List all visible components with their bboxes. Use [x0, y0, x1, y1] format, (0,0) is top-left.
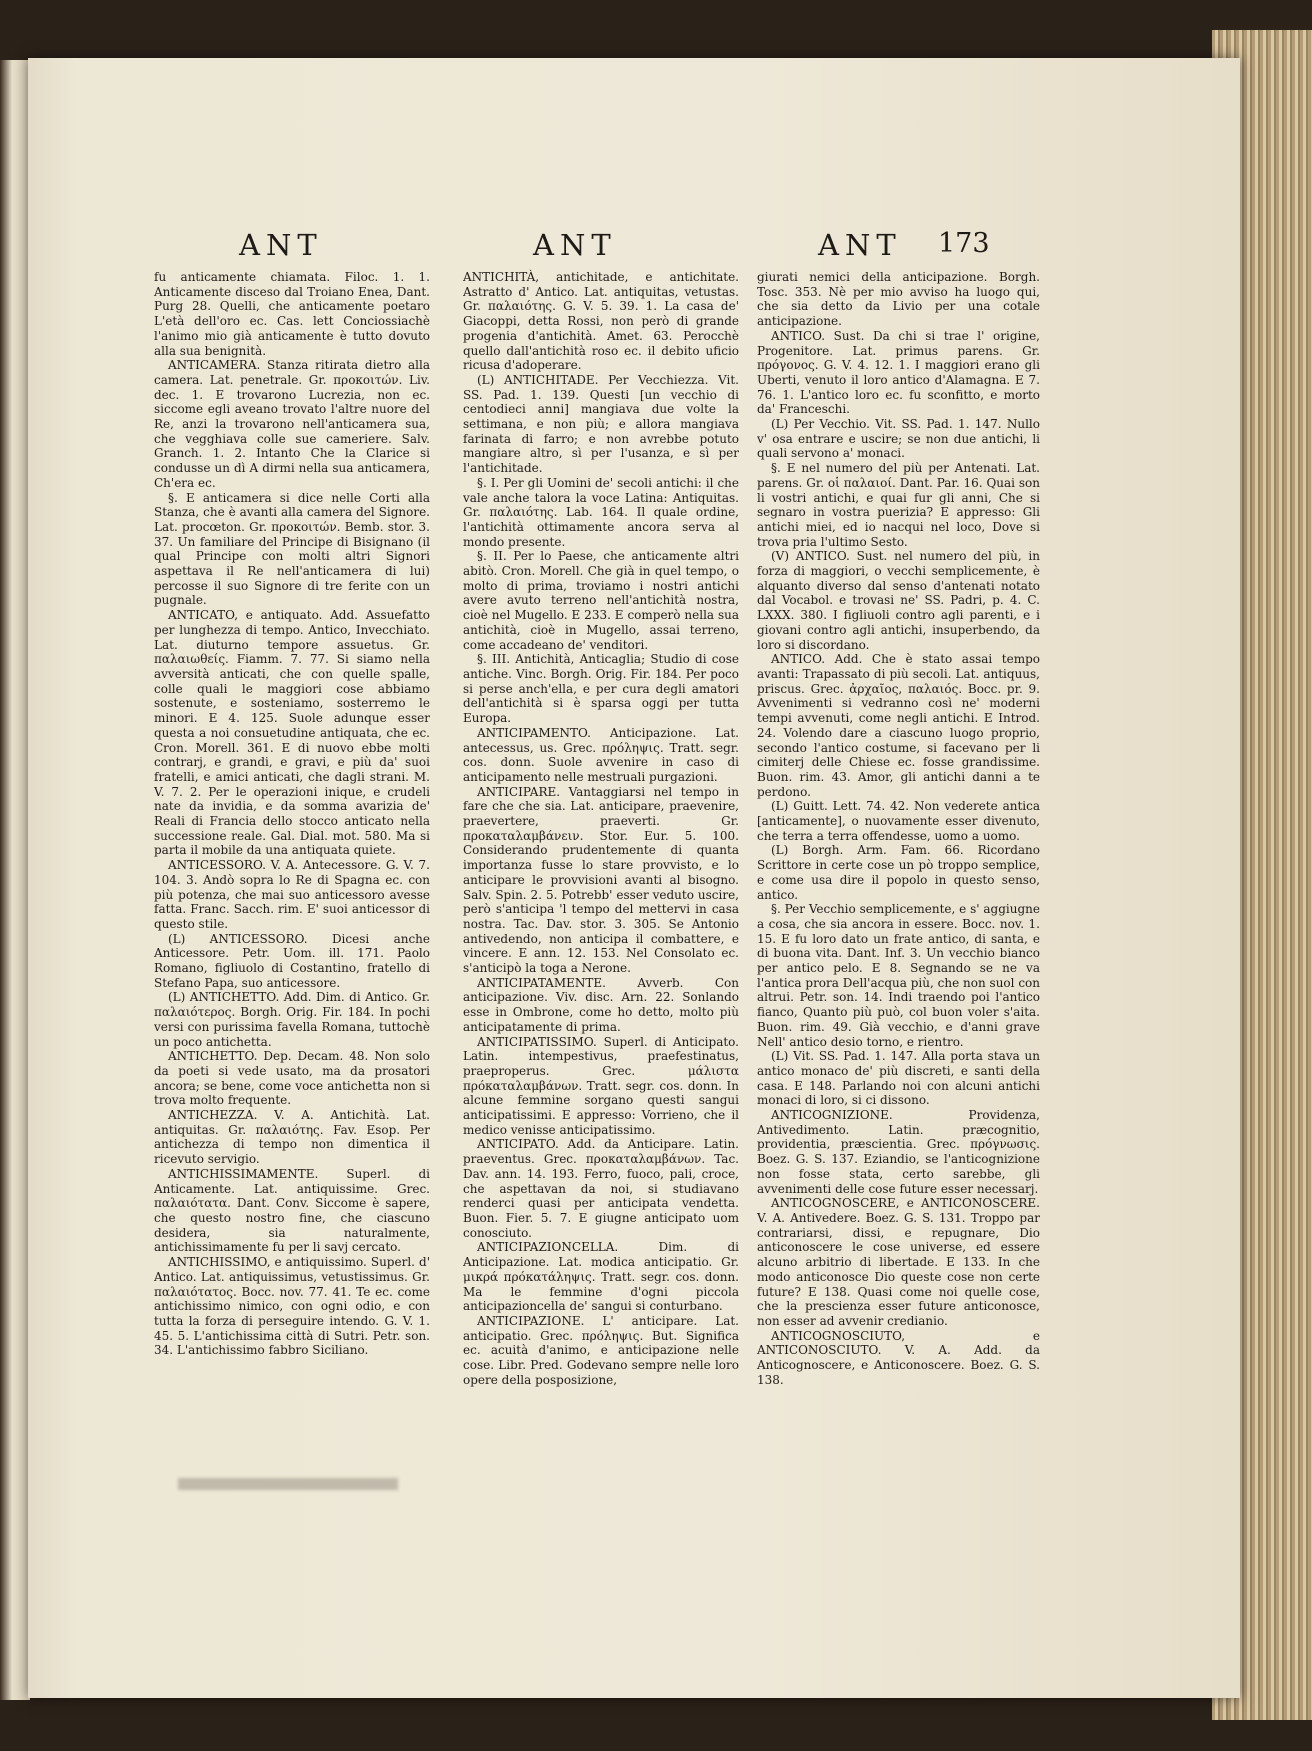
dictionary-entry: ANTICHEZZA. V. A. Antichità. Lat. antiquitas. Gr. παλαιότης. Fav. Esop. Per antichezza di tempo non dimentica il ricevuto servigio. — [154, 1108, 430, 1167]
dictionary-entry: §. E nel numero del più per Antenati. Lat. parens. Gr. οἱ παλαιοί. Dant. Par. 16. Quai son li vostri antichi, e quai fur gli anni, Che si segnaro in vostra puerizia? E appresso: Gli antichi miei, ed io nacqui nel loco, Dove si trova pria l'ultimo Sesto. — [757, 461, 1040, 549]
dictionary-entry: (V) ANTICO. Sust. nel numero del più, in forza di maggiori, o vecchi semplicemente, è alquanto diverso dal senso d'antenati notato dal Vocabol. e trovasi ne' SS. Padri, p. 4. C. LXXX. 380. I figliuoli contro agli parenti, e i giovani contro agli antichi, insuperbendo, da loro si discordano. — [757, 549, 1040, 652]
dictionary-entry: ANTICHISSIMAMENTE. Superl. di Anticamente. Lat. antiquissime. Grec. παλαιότατα. Dant. Conv. Siccome è sapere, che questo nostro fine, che ciascuno desidera, sia naturalmente, antichissimamente fu per li savj cercato. — [154, 1166, 430, 1255]
dictionary-entry: ANTICIPATAMENTE. Avverb. Con anticipazione. Viv. disc. Arn. 22. Sonlando esse in Ombrone, come ho detto, molto più anticipatamente di prima. — [463, 975, 739, 1034]
dictionary-entry: ANTICIPARE. Vantaggiarsi nel tempo in fare che che sia. Lat. anticipare, praevenire, praevertere, praeverti. Gr. προκαταλαμβάνειν. Stor. Eur. 5. 100. Considerando prudentemente di quanta importanza fusse lo stare provvisto, e lo anticipare le provvisioni avanti al bisogno. Salv. Spin. 2. 5. Potrebb' esser veduto uscire, però s'anticipa 'l tempo del mettervi in casa nostra. Tac. Dav. stor. 3. 305. Se Antonio antivedendo, non anticipa il combattere, e vincere. E ann. 12. 153. Nel Consolato ec. s'anticipò la toga a Nerone. — [463, 784, 739, 976]
dictionary-entry: (L) Borgh. Arm. Fam. 66. Ricordano Scrittore in certe cose un pò troppo semplice, e come usa dire il popolo in questo senso, antico. — [757, 843, 1040, 902]
running-head-right: ANT — [818, 228, 902, 262]
dictionary-entry: (L) Guitt. Lett. 74. 42. Non vederete antica [anticamente], o nuovamente esser divenuto, che terra a terra offendesse, uomo a uomo. — [757, 799, 1040, 843]
dictionary-entry: ANTICIPATISSIMO. Superl. di Anticipato. Latin. intempestivus, praefestinatus, praeproperus. Grec. μάλιστα πρόκαταλαμβάνων. Tratt. segr. cos. donn. In alcune femmine sorgano questi sangui anticipatissimi. E appresso: Vorrieno, che il medico venisse anticipatissimo. — [463, 1034, 739, 1137]
book-gutter-left — [0, 60, 30, 1700]
dictionary-entry: §. Per Vecchio semplicemente, e s' aggiugne a cosa, che sia ancora in essere. Bocc. nov. 1. 15. E fu loro dato un frate antico, di santa, e di buona vita. Dant. Inf. 3. Un vecchio bianco per antico pelo. E 8. Segnando se ne va l'antica prora Dell'acqua più, che non suol con altrui. Petr. son. 14. Indi traendo poi l'antico fianco, Quanto più può, col buon voler s'aita. Buon. rim. 49. Già vecchio, e d'anni grave Nell' antico desio torno, e rientro. — [757, 902, 1040, 1049]
dictionary-entry: (L) ANTICESSORO. Dicesi anche Anticessore. Petr. Uom. ill. 171. Paolo Romano, figliuolo di Costantino, fratello di Stefano Papa, suo anticessore. — [154, 931, 430, 990]
ink-smudge — [178, 1478, 398, 1490]
dictionary-entry: ANTICHISSIMO, e antiquissimo. Superl. d' Antico. Lat. antiquissimus, vetustissimus. Gr. παλαιότατος. Bocc. nov. 77. 41. Te ec. come antichissimo nimico, con ogni odio, e con tutta la forza di perseguire intendo. G. V. 1. 45. 5. L'antichissima città di Sutri. Petr. son. 34. L'antichissimo fabbro Siciliano. — [154, 1255, 430, 1358]
dictionary-entry: ANTICOGNIZIONE. Providenza, Antivedimento. Latin. præcognitio, providentia, præscientia. Grec. πρόγνωσις. Boez. G. S. 137. Eziandio, se l'anticognizione non fosse stata, certo sarebbe, gli avvenimenti delle cose future esser necessarj. — [757, 1108, 1040, 1196]
dictionary-entry: ANTICIPAZIONCELLA. Dim. di Anticipazione. Lat. modica anticipatio. Gr. μικρά πρόκατάληψις. Tratt. segr. cos. donn. Ma le femmine d'ogni piccola anticipazioncella de' sangui si conturbano. — [463, 1240, 739, 1314]
dictionary-entry: ANTICO. Add. Che è stato assai tempo avanti: Trapassato di più secoli. Lat. antiquus, priscus. Grec. ἀρχαῖος, παλαιός. Bocc. pr. 9. Avvenimenti si vedranno così ne' moderni tempi avvenuti, come negli antichi. E Introd. 24. Volendo dare a ciascuno luogo proprio, secondo l'antico costume, si facevano per li cimiterj delle Chiese ec. fosse grandissime. Buon. rim. 43. Amor, gli antichi danni a te perdono. — [757, 652, 1040, 799]
dictionary-entry: fu anticamente chiamata. Filoc. 1. 1. Anticamente disceso dal Troiano Enea, Dant. Purg 28. Quelli, che anticamente poetaro L'età dell'oro ec. Cas. lett Conciossiachè l'animo mio già anticamente è tutto dovuto alla sua benignità. — [154, 270, 430, 358]
dictionary-entry: ANTICO. Sust. Da chi si trae l' origine, Progenitore. Lat. primus parens. Gr. πρόγονος. G. V. 4. 12. 1. I maggiori erano gli Uberti, venuto il loro antico d'Alamagna. E 7. 76. 1. L'antico loro ec. fu sconfitto, e morto da' Franceschi. — [757, 328, 1040, 417]
dictionary-entry: (L) ANTICHETTO. Add. Dim. di Antico. Gr. παλαιότερος. Borgh. Orig. Fir. 184. In pochi versi con purissima favella Romana, tuttochè un poco antichetta. — [154, 990, 430, 1049]
dictionary-entry: §. I. Per gli Uomini de' secoli antichi: il che vale anche talora la voce Latina: Antiquitas. Gr. παλαιότης. Lab. 164. Il quale ordine, l'antichità ottimamente ancora serva al mondo presente. — [463, 475, 739, 549]
column-right — [757, 270, 1040, 1387]
dictionary-entry: ANTICATO, e antiquato. Add. Assuefatto per lunghezza di tempo. Antico, Invecchiato. Lat. diuturno tempore assuetus. Gr. παλαιωθείς. Fiamm. 7. 77. Si siamo nella avversità anticati, che con quelle spalle, colle quali le maggiori cose abbiamo sostenute, e sosteniamo, sosterremo le minori. E 4. 125. Suole adunque esser questa a noi consuetudine antiquata, che ec. Cron. Morell. 361. E di nuovo ebbe molti contrarj, e grandi, e gravi, e più da' suoi fratelli, e amici anticati, che dagli strani. M. V. 7. 2. Per le operazioni inique, e crudeli nate da invidia, e da somma avarizia de' Reali di Francia dello stocco anticato nella successione reale. Gal. Dial. mot. 580. Ma si parta il mobile da una antiquata quiete. — [154, 608, 430, 858]
dictionary-entry: (L) ANTICHITADE. Per Vecchiezza. Vit. SS. Pad. 1. 139. Questi [un vecchio di centodieci anni] mangiava due volte la settimana, e non più; e allora mangiava farinata di farro; e non avrebbe potuto mangiare altro, sì per l'usanza, e sì per l'antichitade. — [463, 372, 739, 476]
running-head-center: ANT — [533, 228, 617, 262]
dictionary-entry: ANTICHETTO. Dep. Decam. 48. Non solo da poeti si vede usato, ma da prosatori ancora; se bene, come voce antichetta non si trova molto frequente. — [154, 1049, 430, 1108]
dictionary-entry: ANTICIPAZIONE. L' anticipare. Lat. anticipatio. Grec. πρόληψις. But. Significa ec. acuità d'animo, e anticipazione nelle cose. Libr. Pred. Godevano sempre nelle loro opere della posposizione, — [463, 1313, 739, 1387]
dictionary-entry: (L) Per Vecchio. Vit. SS. Pad. 1. 147. Nullo v' osa entrare e uscire; se non due antichi, li quali servono a' monaci. — [757, 417, 1040, 461]
dictionary-entry: ANTICESSORO. V. A. Antecessore. G. V. 7. 104. 3. Andò sopra lo Re di Spagna ec. con più potenza, che mai suo anticessoro avesse fatta. Franc. Sacch. rim. E' suoi anticessor di questo stile. — [154, 858, 430, 931]
dictionary-entry: ANTICOGNOSCERE, e ANTICONOSCERE. V. A. Antivedere. Boez. G. S. 131. Troppo par contrariarsi, dissi, e repugnare, Dio anticonoscere le cose universe, ed essere alcuno arbitrio di libertade. E 133. In che modo anticonosce Dio queste cose non certe future? E 138. Quasi come noi quelle cose, che la prescienza esser future anticonosce, non esser ad avvenir credianio. — [757, 1196, 1040, 1328]
column-middle — [463, 270, 739, 1387]
dictionary-entry: ANTICAMERA. Stanza ritirata dietro alla camera. Lat. penetrale. Gr. προκοιτών. Liv. dec. 1. E trovarono Lucrezia, non ec. siccome egli aveano trovato l'altre nuore del Re, anzi la trovarono nell'anticamera sua, che vegghiava colle sue cameriere. Salv. Granch. 1. 2. Intanto Che la Clarice si condusse un dì A dirmi nella sua anticamera, Ch'era ec. — [154, 358, 430, 490]
dictionary-entry: §. II. Per lo Paese, che anticamente altri abitò. Cron. Morell. Che già in quel tempo, o molto di prima, troviamo i nostri antichi avere avuto terreno nell'antichità nostra, cioè nel Mugello. E 233. E comperò nella sua antichità, cioè in Mugello, assai terreno, come accadeano de' venditori. — [463, 549, 739, 652]
page-number: 173 — [938, 228, 990, 259]
dictionary-entry: giurati nemici della anticipazione. Borgh. Tosc. 353. Nè per mio avviso ha luogo qui, che sia detto da Livio per una cotale anticipazione. — [757, 270, 1040, 329]
dictionary-entry: (L) Vit. SS. Pad. 1. 147. Alla porta stava un antico monaco de' più discreti, e santi della casa. E 148. Parlando noi con alcuni antichi monaci di loro, si ci dissono. — [757, 1049, 1040, 1108]
dictionary-entry: ANTICOGNOSCIUTO, e ANTICONOSCIUTO. V. A. Add. da Anticognoscere, e Anticonoscere. Boez. G. S. 138. — [757, 1328, 1040, 1387]
column-left — [154, 270, 430, 1358]
dictionary-entry: ANTICIPAMENTO. Anticipazione. Lat. antecessus, us. Grec. πρόληψις. Tratt. segr. cos. donn. Suole avvenire in caso di anticipamento nelle mestruali purgazioni. — [463, 725, 739, 784]
running-head-left: ANT — [239, 228, 323, 262]
dictionary-page — [28, 58, 1240, 1698]
dictionary-entry: ANTICIPATO. Add. da Anticipare. Latin. praeventus. Grec. προκαταλαμβάνων. Tac. Dav. ann. 14. 193. Ferro, fuoco, pali, croce, che aspettavan da noi, si studiavano renderci quasi per anticipata vendetta. Buon. Fier. 5. 7. E giugne anticipato uom conosciuto. — [463, 1137, 739, 1240]
dictionary-entry: §. III. Antichità, Anticaglia; Studio di cose antiche. Vinc. Borgh. Orig. Fir. 184. Per poco si perse anch'ella, e per cura degli amatori dell'antichità si è sparsa oggi per tutta Europa. — [463, 652, 739, 726]
dictionary-entry: ANTICHITÀ, antichitade, e antichitate. Astratto d' Antico. Lat. antiquitas, vetustas. Gr. παλαιότης. G. V. 5. 39. 1. La casa de' Giacoppi, detta Rossi, non però di grande progenia d'antichità. Amet. 63. Perocchè quello dall'antichità roso ec. il debito uficio ricusa d'adoperare. — [463, 270, 739, 373]
dictionary-entry: §. E anticamera si dice nelle Corti alla Stanza, che è avanti alla camera del Signore. Lat. procœton. Gr. προκοιτών. Bemb. stor. 3. 37. Un familiare del Principe di Bisignano (il qual Principe con molti altri Signori aspettava il Re nell'anticamera di lui) percosse il suo Signore di tre ferite con un pugnale. — [154, 490, 430, 608]
